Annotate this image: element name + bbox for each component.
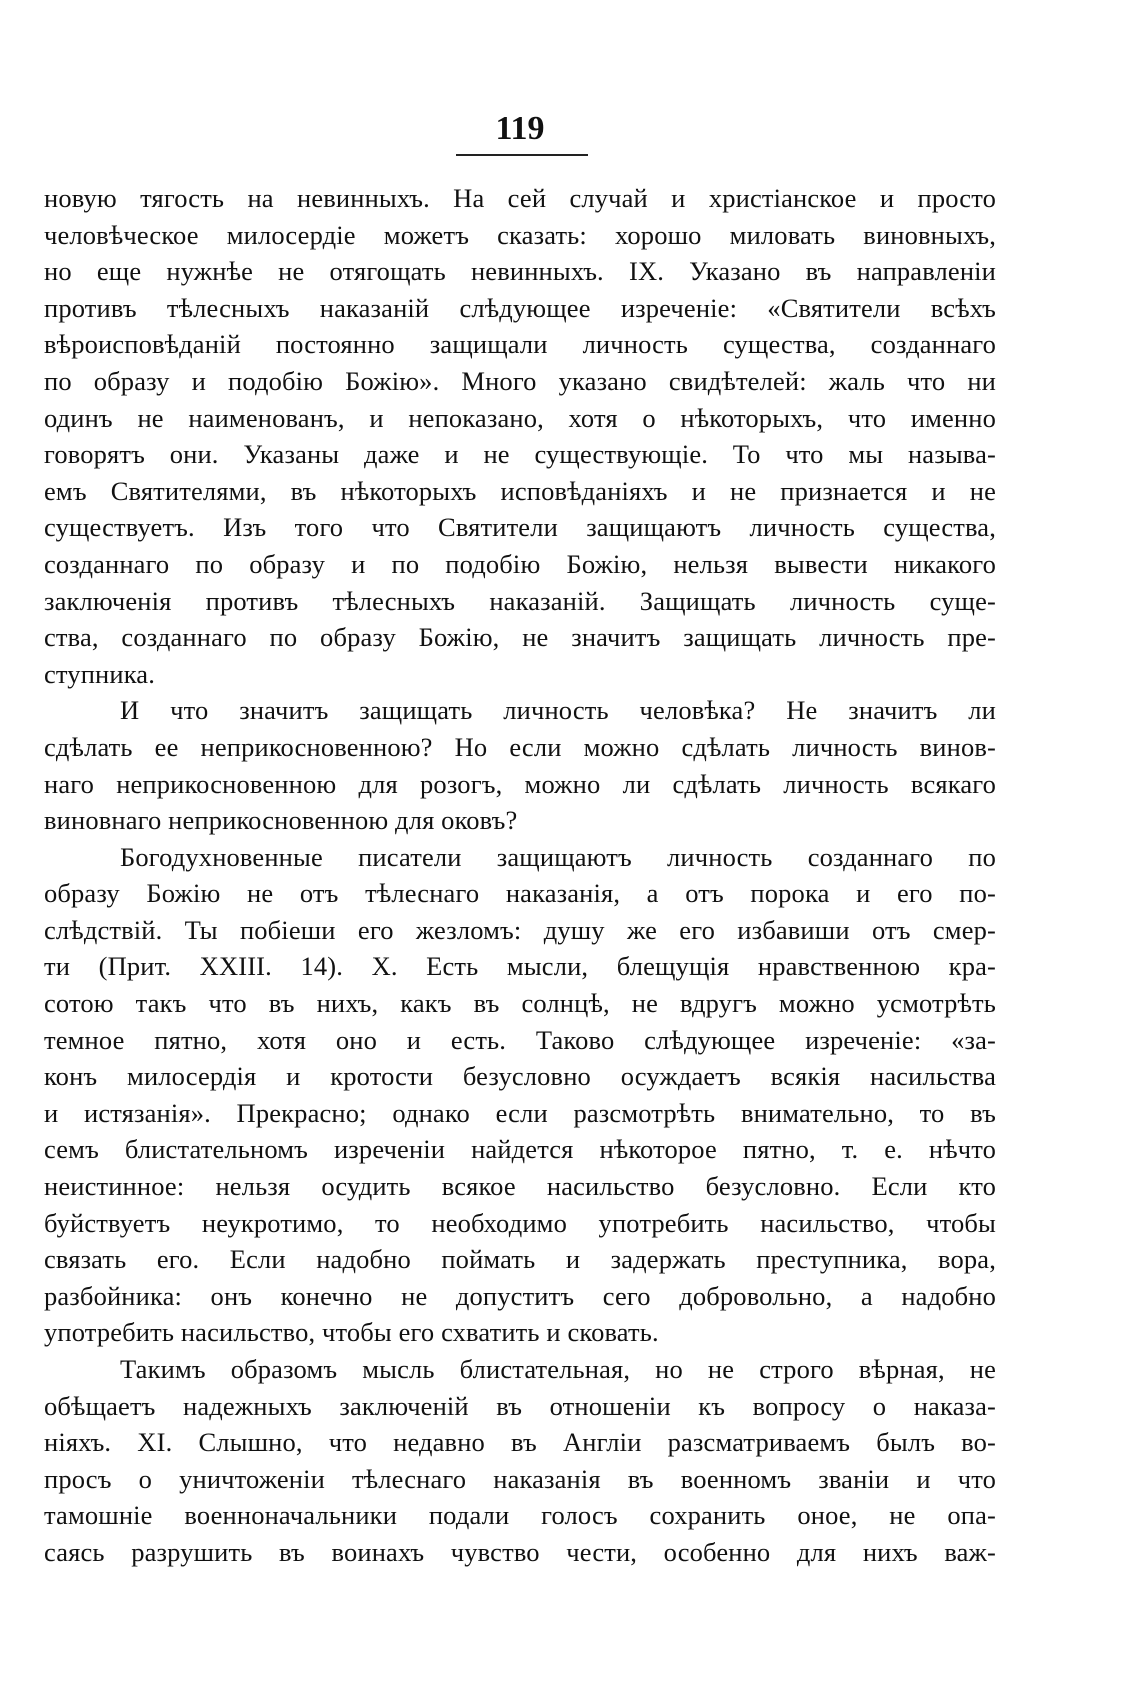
text-line: просъ о уничтоженіи тѣлеснаго наказанія въ военномъ званіи и что [44,1463,996,1494]
text-line: человѣческое милосердіе можетъ сказать: хорошо миловать виновныхъ, [44,219,996,250]
text-line: связать его. Если надобно поймать и задержать преступника, вора, [44,1244,996,1275]
text-line: но еще нужнѣе не отягощать невинныхъ. IX. Указано въ направленіи [44,256,996,287]
text-line: вѣроисповѣданій постоянно защищали личность существа, созданнаго [44,329,996,360]
text-line: употребить насильство, чтобы его схватить и сковать. [44,1317,659,1348]
page-number: 119 [495,110,545,147]
text-line: по образу и подобію Божію». Много указано свидѣтелей: жаль что ни [44,365,996,396]
text-line: наго неприкосновенною для розогъ, можно ли сдѣлать личность всякаго [44,768,996,799]
text-line: и истязанія». Прекрасно; однако если разсмотрѣть внимательно, то въ [44,1097,996,1128]
text-line: сотою такъ что въ нихъ, какъ въ солнцѣ, не вдругъ можно усмотрѣть [44,988,996,1019]
text-line: противъ тѣлесныхъ наказаній слѣдующее изреченіе: «Святители всѣхъ [44,292,996,323]
paragraph-start-line: Такимъ образомъ мысль блистательная, но не строго вѣрная, не [120,1354,996,1384]
paragraph-start-line: Богодухновенные писатели защищаютъ личность созданнаго по [120,841,996,872]
text-line: образу Божію не отъ тѣлеснаго наказанія, а отъ порока и его по- [44,878,996,909]
text-line: созданнаго по образу и по подобію Божію, нельзя вывести никакого [44,548,996,579]
text-line: семъ блистательномъ изреченіи найдется нѣкоторое пятно, т. е. нѣчто [44,1134,996,1165]
text-line: ства, созданнаго по образу Божію, не значитъ защищать личность пре- [44,622,996,653]
body-text [44,180,996,1571]
paragraph-start-line: И что значитъ защищать личность человѣка? Не значитъ ли [120,695,996,726]
text-line: говорятъ они. Указаны даже и не существующіе. То что мы называ- [44,439,996,470]
text-line: виновнаго неприкосновенною для оковъ? [44,805,518,836]
text-line: слѣдствій. Ты побіеши его жезломъ: душу же его избавиши отъ смер- [44,914,996,945]
text-line: новую тягость на невинныхъ. На сей случай и христіанское и просто [44,183,996,213]
text-line: разбойника: онъ конечно не допуститъ сего добровольно, а надобно [44,1280,996,1311]
text-line: сдѣлать ее неприкосновенною? Но если можно сдѣлать личность винов- [44,731,996,762]
text-line: темное пятно, хотя оно и есть. Таково слѣдующее изреченіе: «за- [44,1024,996,1055]
text-line: емъ Святителями, въ нѣкоторыхъ исповѣданіяхъ и не признается и не [44,475,996,506]
text-line: ніяхъ. XI. Слышно, что недавно въ Англіи разсматриваемъ былъ во- [44,1427,996,1458]
text-line: одинъ не наименованъ, и непоказано, хотя о нѣкоторыхъ, что именно [44,402,996,433]
text-line: неистинное: нельзя осудить всякое насильство безусловно. Если кто [44,1171,996,1202]
text-line: обѣщаетъ надежныхъ заключеній въ отношеніи къ вопросу о наказа- [44,1390,996,1421]
text-line: саясь разрушить въ воинахъ чувство чести, особенно для нихъ важ- [44,1536,996,1567]
text-line: ступника. [44,658,155,689]
text-line: существуетъ. Изъ того что Святители защищаютъ личность существа, [44,512,996,543]
text-line: конъ милосердія и кротости безусловно осуждаетъ всякія насильства [44,1061,996,1092]
text-line: буйствуетъ неукротимо, то необходимо употребить насильство, чтобы [44,1207,996,1238]
text-line: заключенія противъ тѣлесныхъ наказаній. Защищать личность суще- [44,585,996,616]
text-line: ти (Прит. XXIII. 14). X. Есть мысли, блещущія нравственною кра- [44,951,996,982]
page-number-rule [456,154,588,156]
text-line: тамошніе военноначальники подали голосъ сохранить оное, не опа- [44,1500,996,1531]
